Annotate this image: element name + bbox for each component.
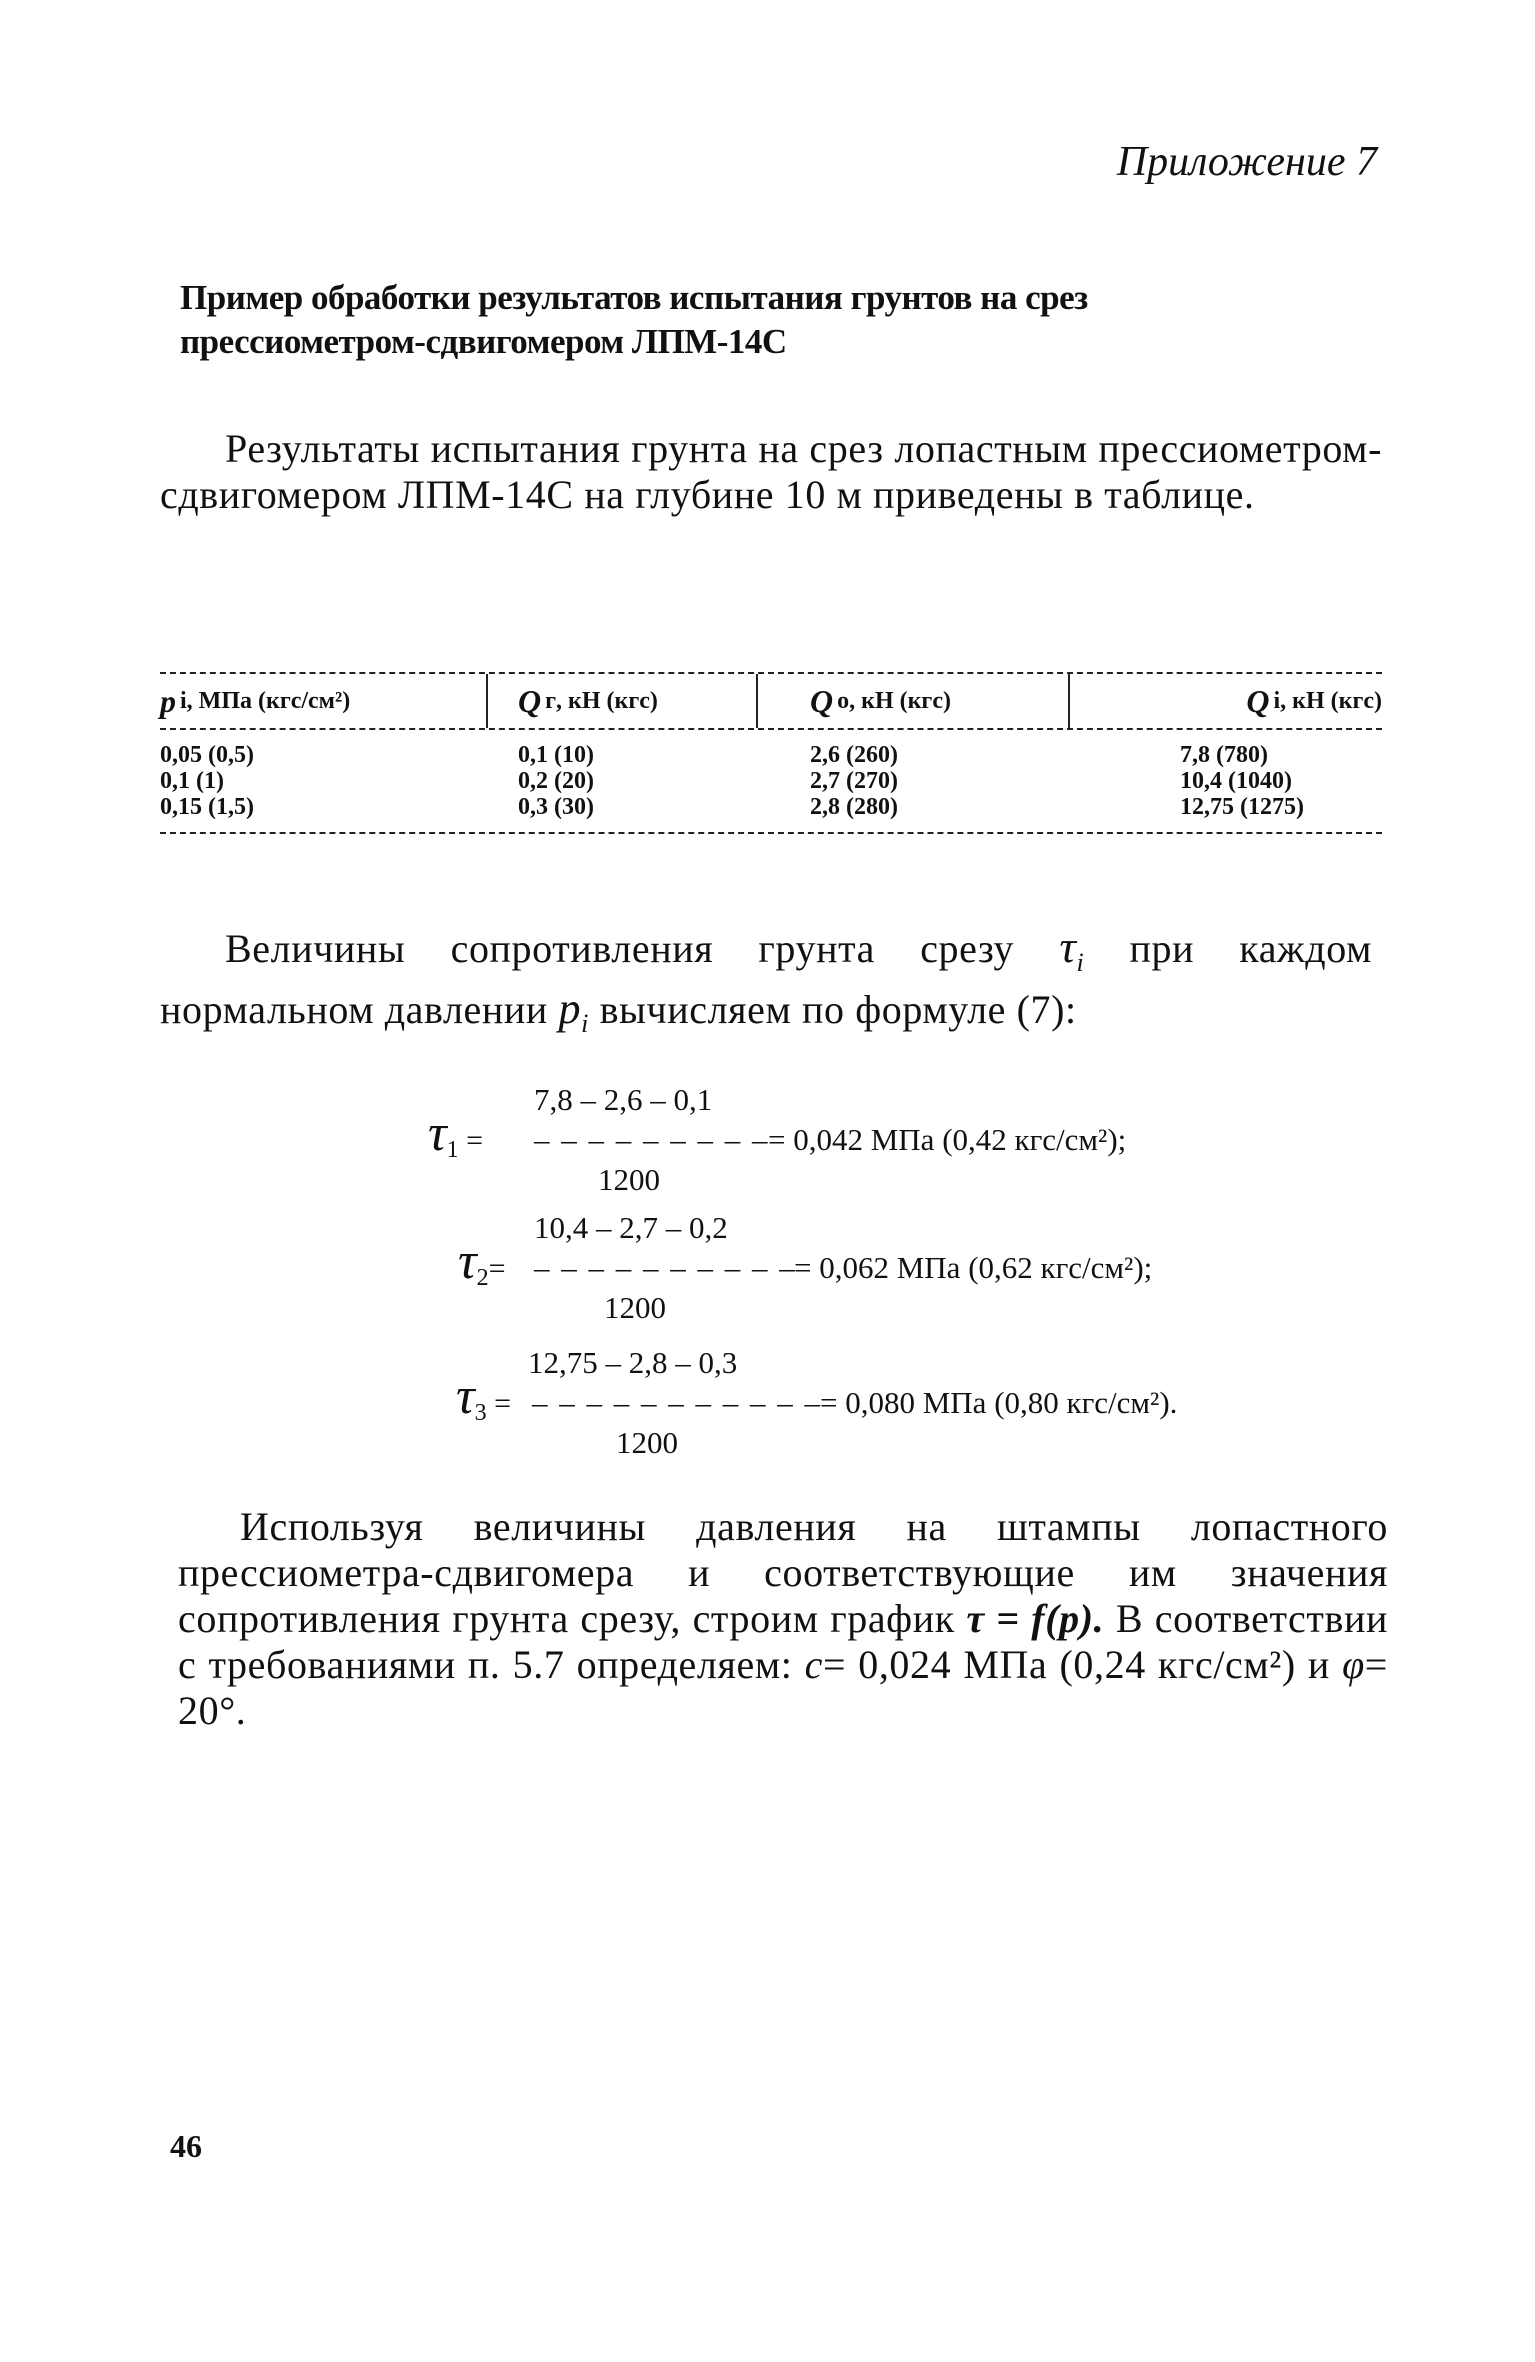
p-symbol: p <box>558 984 582 1033</box>
formula-numerator: 12,75 – 2,8 – 0,3 <box>528 1345 738 1380</box>
header-q-g: Q г , кН (кгс) <box>488 674 758 728</box>
formula-denominator: 1200 <box>616 1425 678 1460</box>
page-number: 46 <box>170 2128 202 2164</box>
formula-intro-paragraph: Величины сопротивления грунта срезу $\tau_i$ при каждом нормальном давлении $p_i$ вычисляем по формуле (7): <box>160 921 1372 1038</box>
c-symbol: c <box>804 1642 823 1687</box>
conclusion-paragraph: Используя величины давления на штампы лопастного прессиометра-сдвигомера и соответствующие им значения сопротивления грунта срезу, строим график τ = f(p). В соответствии с требованиями п. 5.7 определяем: c= 0,024 МПа (0,24 кгс/см²) и φ= 20°. <box>178 1504 1388 1733</box>
tau-symbol: τ <box>456 1368 475 1425</box>
tau-symbol: τ <box>428 1105 447 1162</box>
formula-tau-3: $\tau_3$ = 12,75 – 2,8 – 0,3 – – – – – – – – – – – 1200 = 0,080 МПа (0,80 кгс/см²). <box>456 1345 1178 1460</box>
formula-tau-2: $\tau_2=$ 10,4 – 2,7 – 0,2 – – – – – – – – – – 1200 = 0,062 МПа (0,62 кгс/см²); <box>458 1210 1153 1325</box>
table-header-row <box>160 674 1382 728</box>
page-heading: Пример обработки результатов испытания грунтов на срез прессиометром-сдвигомером ЛПМ-14С <box>180 278 1088 361</box>
formula-fraction-line: – – – – – – – – – – <box>534 1250 797 1285</box>
formula-result: = 0,080 МПа (0,80 кгс/см²). <box>820 1385 1178 1420</box>
formula-fraction-line: – – – – – – – – – <box>534 1122 770 1157</box>
table-cell: 2,8 (280) <box>810 794 898 820</box>
results-table <box>160 672 1382 834</box>
table-cell: 0,3 (30) <box>518 794 594 820</box>
header-pressure: p i , МПа (кгс/см²) <box>160 674 488 728</box>
column-q-g <box>488 742 758 820</box>
table-cell: 0,1 (10) <box>518 742 594 768</box>
table-cell: 0,2 (20) <box>518 768 594 794</box>
table-cell: 10,4 (1040) <box>1180 768 1292 794</box>
table-cell: 12,75 (1275) <box>1180 794 1304 820</box>
table-cell: 7,8 (780) <box>1180 742 1268 768</box>
header-q-o: Q o , кН (кгс) <box>758 674 1070 728</box>
column-pressure <box>160 742 488 820</box>
tau-symbol: τ <box>458 1233 477 1290</box>
tau-symbol: τ <box>1059 921 1077 972</box>
formula-result: = 0,062 МПа (0,62 кгс/см²); <box>794 1250 1153 1285</box>
intro-paragraph: Результаты испытания грунта на срез лопастным прессиометром-сдвигомером ЛПМ-14С на глубине 10 м приведены в таблице. <box>160 426 1382 517</box>
table-cell: 0,15 (1,5) <box>160 794 254 820</box>
table-body <box>160 730 1382 832</box>
column-q-i <box>1070 742 1382 820</box>
table-cell: 0,05 (0,5) <box>160 742 254 768</box>
table-bottom-rule <box>160 832 1382 834</box>
column-q-o <box>758 742 1070 820</box>
formula-tau-1: $\tau_1$ = 7,8 – 2,6 – 0,1 – – – – – – – – – 1200 = 0,042 МПа (0,42 кгс/см²); <box>428 1082 1127 1197</box>
appendix-label: Приложение 7 <box>1116 139 1377 185</box>
formula-numerator: 10,4 – 2,7 – 0,2 <box>534 1210 728 1245</box>
table-cell: 0,1 (1) <box>160 768 224 794</box>
formula-numerator: 7,8 – 2,6 – 0,1 <box>534 1082 713 1117</box>
phi-symbol: φ <box>1342 1642 1365 1687</box>
formula-denominator: 1200 <box>604 1290 666 1325</box>
formula-denominator: 1200 <box>598 1162 660 1197</box>
formula-fraction-line: – – – – – – – – – – – <box>532 1385 822 1420</box>
table-cell: 2,7 (270) <box>810 768 898 794</box>
graph-formula: τ = f(p). <box>966 1596 1105 1641</box>
header-q-i: Q i , кН (кгс) <box>1246 682 1382 719</box>
table-cell: 2,6 (260) <box>810 742 898 768</box>
formula-result: = 0,042 МПа (0,42 кгс/см²); <box>768 1122 1127 1157</box>
